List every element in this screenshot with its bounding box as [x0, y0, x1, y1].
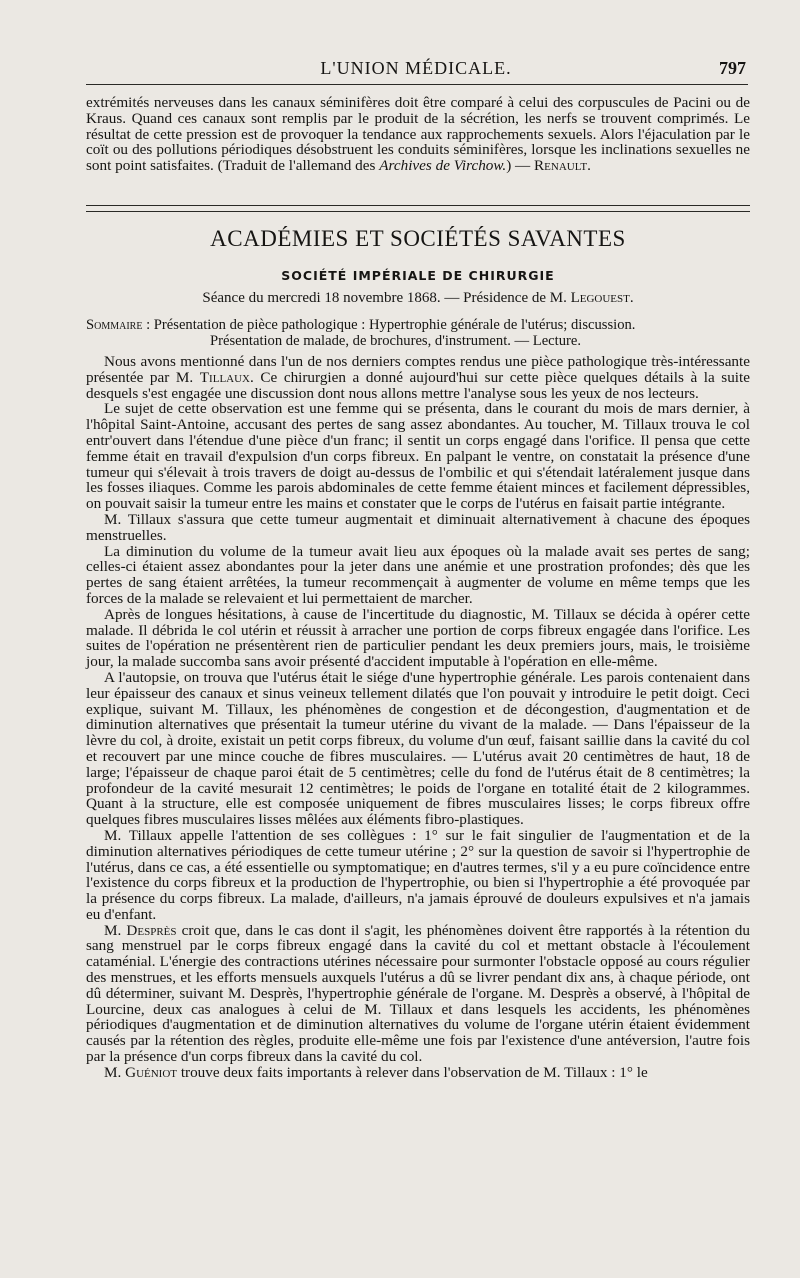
header-rule [86, 84, 748, 85]
paragraph-text: M. [104, 1063, 126, 1081]
seance-line [86, 290, 750, 307]
paragraph-9 [86, 1065, 750, 1081]
intro-author: Renault. [534, 157, 591, 175]
paragraph-1 [86, 354, 750, 401]
paragraph-4: La diminution du volume de la tumeur avait lieu aux époques où la malade avait ses pertes de sang; celles-ci étaient assez abondantes pour la jeter dans une anémie et une prostration profondes; dès que les pertes de sang étaient arrêtées, la tumeur recommençait à augmenter de volume en même temps que les forces de la malade se relevaient et lui permettaient de marcher. [86, 542, 750, 607]
sommaire-line-1 [86, 317, 750, 333]
paragraph-3: M. Tillaux s'assura que cette tumeur augmentait et diminuait alternativement à chacune des époques menstruelles. [86, 510, 750, 544]
paragraph-2: Le sujet de cette observation est une femme qui se présenta, dans le courant du mois de mars dernier, à l'hôpital Saint-Antoine, accusant des pertes de sang assez abondantes. Au toucher, M. Tillaux trouva le col entr'ouvert dans l'étendue d'une pièce d'un franc; il sentit un corps engagé dans l'orifice. Il pensa que cette femme était en travail d'expulsion d'un corps fibreux. En palpant le ventre, on constatait la présence d'une tumeur qui s'élevait à trois travers de doigt au-dessus de l'ombilic et qui s'étendait latéralement jusque dans les fosses iliaques. Comme les parois abdominales de cette femme étaient minces et facilement dépressibles, on pouvait saisir la tumeur entre les mains et constater que le corps de l'utérus en faisait partie intégrante. [86, 400, 750, 513]
intro-text-end: ) — [506, 157, 535, 175]
paragraph-text: M. [104, 921, 127, 939]
paragraph-text: trouve deux faits importants à relever dans l'observation de M. Tillaux : 1° le [177, 1063, 648, 1081]
paragraph-7: M. Tillaux appelle l'attention de ses collègues : 1° sur le fait singulier de l'augmentation et de la diminution alternatives périodiques de cette tumeur utérine ; 2° sur la question de savoir si l'hypertrophie de l'utérus, dans ce cas, a été essentielle ou symptomatique; en d'autres termes, s'il y a eu pure coïncidence entre l'existence du corps fibreux et la production de l'hypertrophie, ou bien si l'hypertrophie a été provoquée par la présence du corps fibreux. La malade, d'ailleurs, n'a jamais éprouvé de douleurs expulsives et n'a jamais eu d'enfant. [86, 826, 750, 923]
person-name: Guéniot [125, 1063, 178, 1081]
person-name: Desprès [126, 921, 177, 939]
page-number: 797 [719, 58, 746, 78]
sommaire-text-1: : Présentation de pièce pathologique : Hypertrophie générale de l'utérus; discussion. [142, 317, 636, 333]
journal-title: L'UNION MÉDICALE. [320, 58, 512, 78]
main-article [86, 354, 750, 1081]
paragraph-text: croit que, dans le cas dont il s'agit, les phénomènes doivent être rapportés à la rétention du sang menstruel par le corps fibreux engagé dans la cavité du col et mettant obstacle à l'écoulement cataménial. L'énergie des contractions utérines nécessaire pour surmonter l'obstacle opposé au cours régulier des menstrues, et les efforts mensuels auxquels l'utérus a dû se livrer pendant dix ans, à chaque période, ont dû déterminer, suivant M. Desprès, l'hypertrophie générale de l'organe. M. Desprès a observé, à l'hôpital de Lourcine, deux cas analogues à celui de M. Tillaux et dans lesquels les accidents, les phénomènes périodiques d'augmentation et de diminution alternatives du volume de l'organe utérin étaient évidemment causés par la rétention des règles, produite elle-même une fois par l'existence d'une antéversion, l'autre fois par la présence d'un corps fibreux dans la cavité du col. [86, 921, 750, 1066]
president-name: Legouest. [570, 290, 634, 306]
intro-paragraph [86, 95, 750, 174]
intro-source: Archives de Virchow. [379, 157, 507, 175]
section-divider [86, 205, 750, 212]
running-head [86, 54, 746, 84]
paragraph-6: A l'autopsie, on trouva que l'utérus était le siége d'une hypertrophie générale. Les parois contenaient dans leur épaisseur des canaux et sinus veineux tellement dilatés que l'on pouvait y introduire le petit doigt. Ceci explique, suivant M. Tillaux, les phénomènes de congestion et de décongestion, d'augmentation et de diminution alternatives que présentait la tumeur utérine du vivant de la malade. — Dans l'épaisseur de la lèvre du col, à droite, existait un petit corps fibreux, du volume d'un œuf, faisant saillie dans la cavité du col et recouvert par une mince couche de fibres musculaires. — L'utérus avait 20 centimètres de haut, 18 de large; l'épaisseur de chaque paroi était de 5 centimètres; celle du fond de l'utérus était de 8 centimètres; la profondeur de la cavité mesurait 12 centimètres; le poids de l'organe en totalité était de 2 kilogrammes. Quant à la structure, elle est composée uniquement de fibres musculaires lisses; le corps fibreux offre quelques fibres musculaires lisses mêlées aux éléments fibro-plastiques. [86, 668, 750, 829]
paragraph-text: Nous avons mentionné dans l'un de nos derniers comptes rendus une pièce pathologique très-intéressante présentée par M. [86, 353, 750, 386]
paragraph-text: Ce chirurgien a donné aujourd'hui sur cette pièce quelques détails à la suite desquels s'est engagée une discussion dont nous allons mettre l'analyse sous les yeux de nos lecteurs. [86, 368, 750, 402]
intro-text: extrémités nerveuses dans les canaux séminifères doit être comparé à celui des corpuscules de Pacini ou de Kraus. Quand ces canaux sont remplis par le produit de la sécrétion, les nerfs se trouvent comprimés. Le résultat de cette pression est de provoquer la tendance aux rapprochements sexuels. Alors l'éjaculation par le coït ou des pollutions périodiques désobstruent les conduits séminifères, lorsque les inclinations sexuelles ne sont point satisfaites. (Traduit de l'allemand des [86, 94, 750, 175]
sommaire-line-2: Présentation de malade, de brochures, d'instrument. — Lecture. [210, 333, 582, 349]
sommaire-label: Sommaire [86, 317, 143, 333]
society-heading: SOCIÉTÉ IMPÉRIALE DE CHIRURGIE [281, 268, 555, 283]
section-title: ACADÉMIES ET SOCIÉTÉS SAVANTES [210, 226, 626, 251]
paragraph-8 [86, 923, 750, 1065]
seance-text: Séance du mercredi 18 novembre 1868. — Présidence de M. [202, 290, 571, 306]
person-name: Tillaux. [199, 368, 254, 386]
sommaire [86, 317, 750, 349]
paragraph-5: Après de longues hésitations, à cause de l'incertitude du diagnostic, M. Tillaux se décida à opérer cette malade. Il débrida le col utérin et réussit à arracher une portion de corps fibreux engagée dans l'orifice. Les suites de l'opération ne présentèrent rien de particulier pendant les deux premiers jours, mais, le troisième jour, la malade succomba sans avoir présenté d'accident imputable à l'opération en elle-même. [86, 605, 750, 671]
